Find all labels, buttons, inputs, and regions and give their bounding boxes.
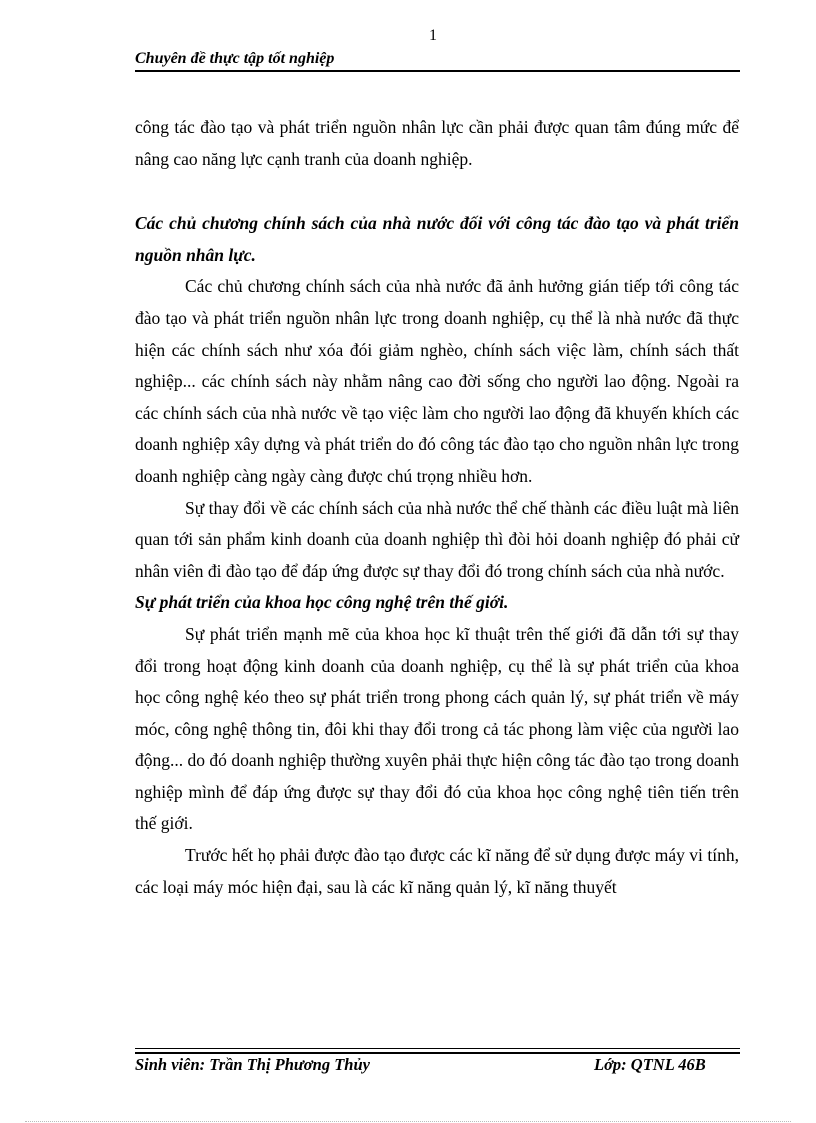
section-heading-technology: Sự phát triển của khoa học công nghệ trên thế giới. (135, 592, 509, 613)
section-heading-policies: Các chủ chương chính sách của nhà nước đối với công tác đào tạo và phát triển nguồn nhân lực. (135, 213, 739, 265)
document-body (135, 112, 739, 903)
footer-class: Lớp: QTNL 46B (594, 1055, 706, 1074)
page-number: 1 (429, 27, 437, 44)
header-title: Chuyên đề thực tập tốt nghiệp (135, 50, 335, 67)
footer-divider-thin (135, 1048, 740, 1049)
header-divider (135, 70, 740, 72)
paragraph-technology: Sự phát triển mạnh mẽ của khoa học kĩ thuật trên thế giới đã dẫn tới sự thay đổi trong hoạt động kinh doanh của doanh nghiệp, cụ thể là sự phát triển của khoa học công nghệ kéo theo sự phát triển trong phong cách quản lý, sự phát triển về máy móc, công nghệ thông tin, đôi khi thay đổi trong cả tác phong làm việc của người lao động... do đó doanh nghiệp thường xuyên phải thực hiện công tác đào tạo trong doanh nghiệp mình để đáp ứng được sự thay đổi đó của khoa học công nghệ tiên tiến trên thế giới. (135, 623, 739, 834)
section-gap (135, 175, 739, 208)
footer-student-name: Sinh viên: Trần Thị Phương Thủy (135, 1055, 370, 1074)
paragraph-skills: Trước hết họ phải được đào tạo được các kĩ năng để sử dụng được máy vi tính, các loại máy móc hiện đại, sau là các kĩ năng quản lý, kĩ năng thuyết (135, 845, 739, 897)
paragraph-continuation: công tác đào tạo và phát triển nguồn nhân lực cần phải được quan tâm đúng mức để nâng cao năng lực cạnh tranh của doanh nghiệp. (135, 117, 739, 169)
page-boundary (25, 1121, 791, 1122)
paragraph-policies: Các chủ chương chính sách của nhà nước đã ảnh hưởng gián tiếp tới công tác đào tạo và phát triển nguồn nhân lực trong doanh nghiệp, cụ thể là nhà nước đã thực hiện các chính sách như xóa đói giảm nghèo, chính sách việc làm, chính sách thất nghiệp... các chính sách này nhằm nâng cao đời sống cho người lao động. Ngoài ra các chính sách của nhà nước về tạo việc làm cho người lao động đã khuyến khích các doanh nghiệp xây dựng và phát triển do đó công tác đào tạo cho nguồn nhân lực trong doanh nghiệp càng ngày càng được chú trọng nhiều hơn. (135, 276, 739, 486)
paragraph-policy-changes: Sự thay đổi về các chính sách của nhà nước thể chế thành các điều luật mà liên quan tới sản phẩm kinh doanh của doanh nghiệp thì đòi hỏi doanh nghiệp đó phải cử nhân viên đi đào tạo để đáp ứng được sự thay đổi đó trong chính sách của nhà nước. (135, 497, 739, 581)
footer-divider-thick (135, 1052, 740, 1054)
